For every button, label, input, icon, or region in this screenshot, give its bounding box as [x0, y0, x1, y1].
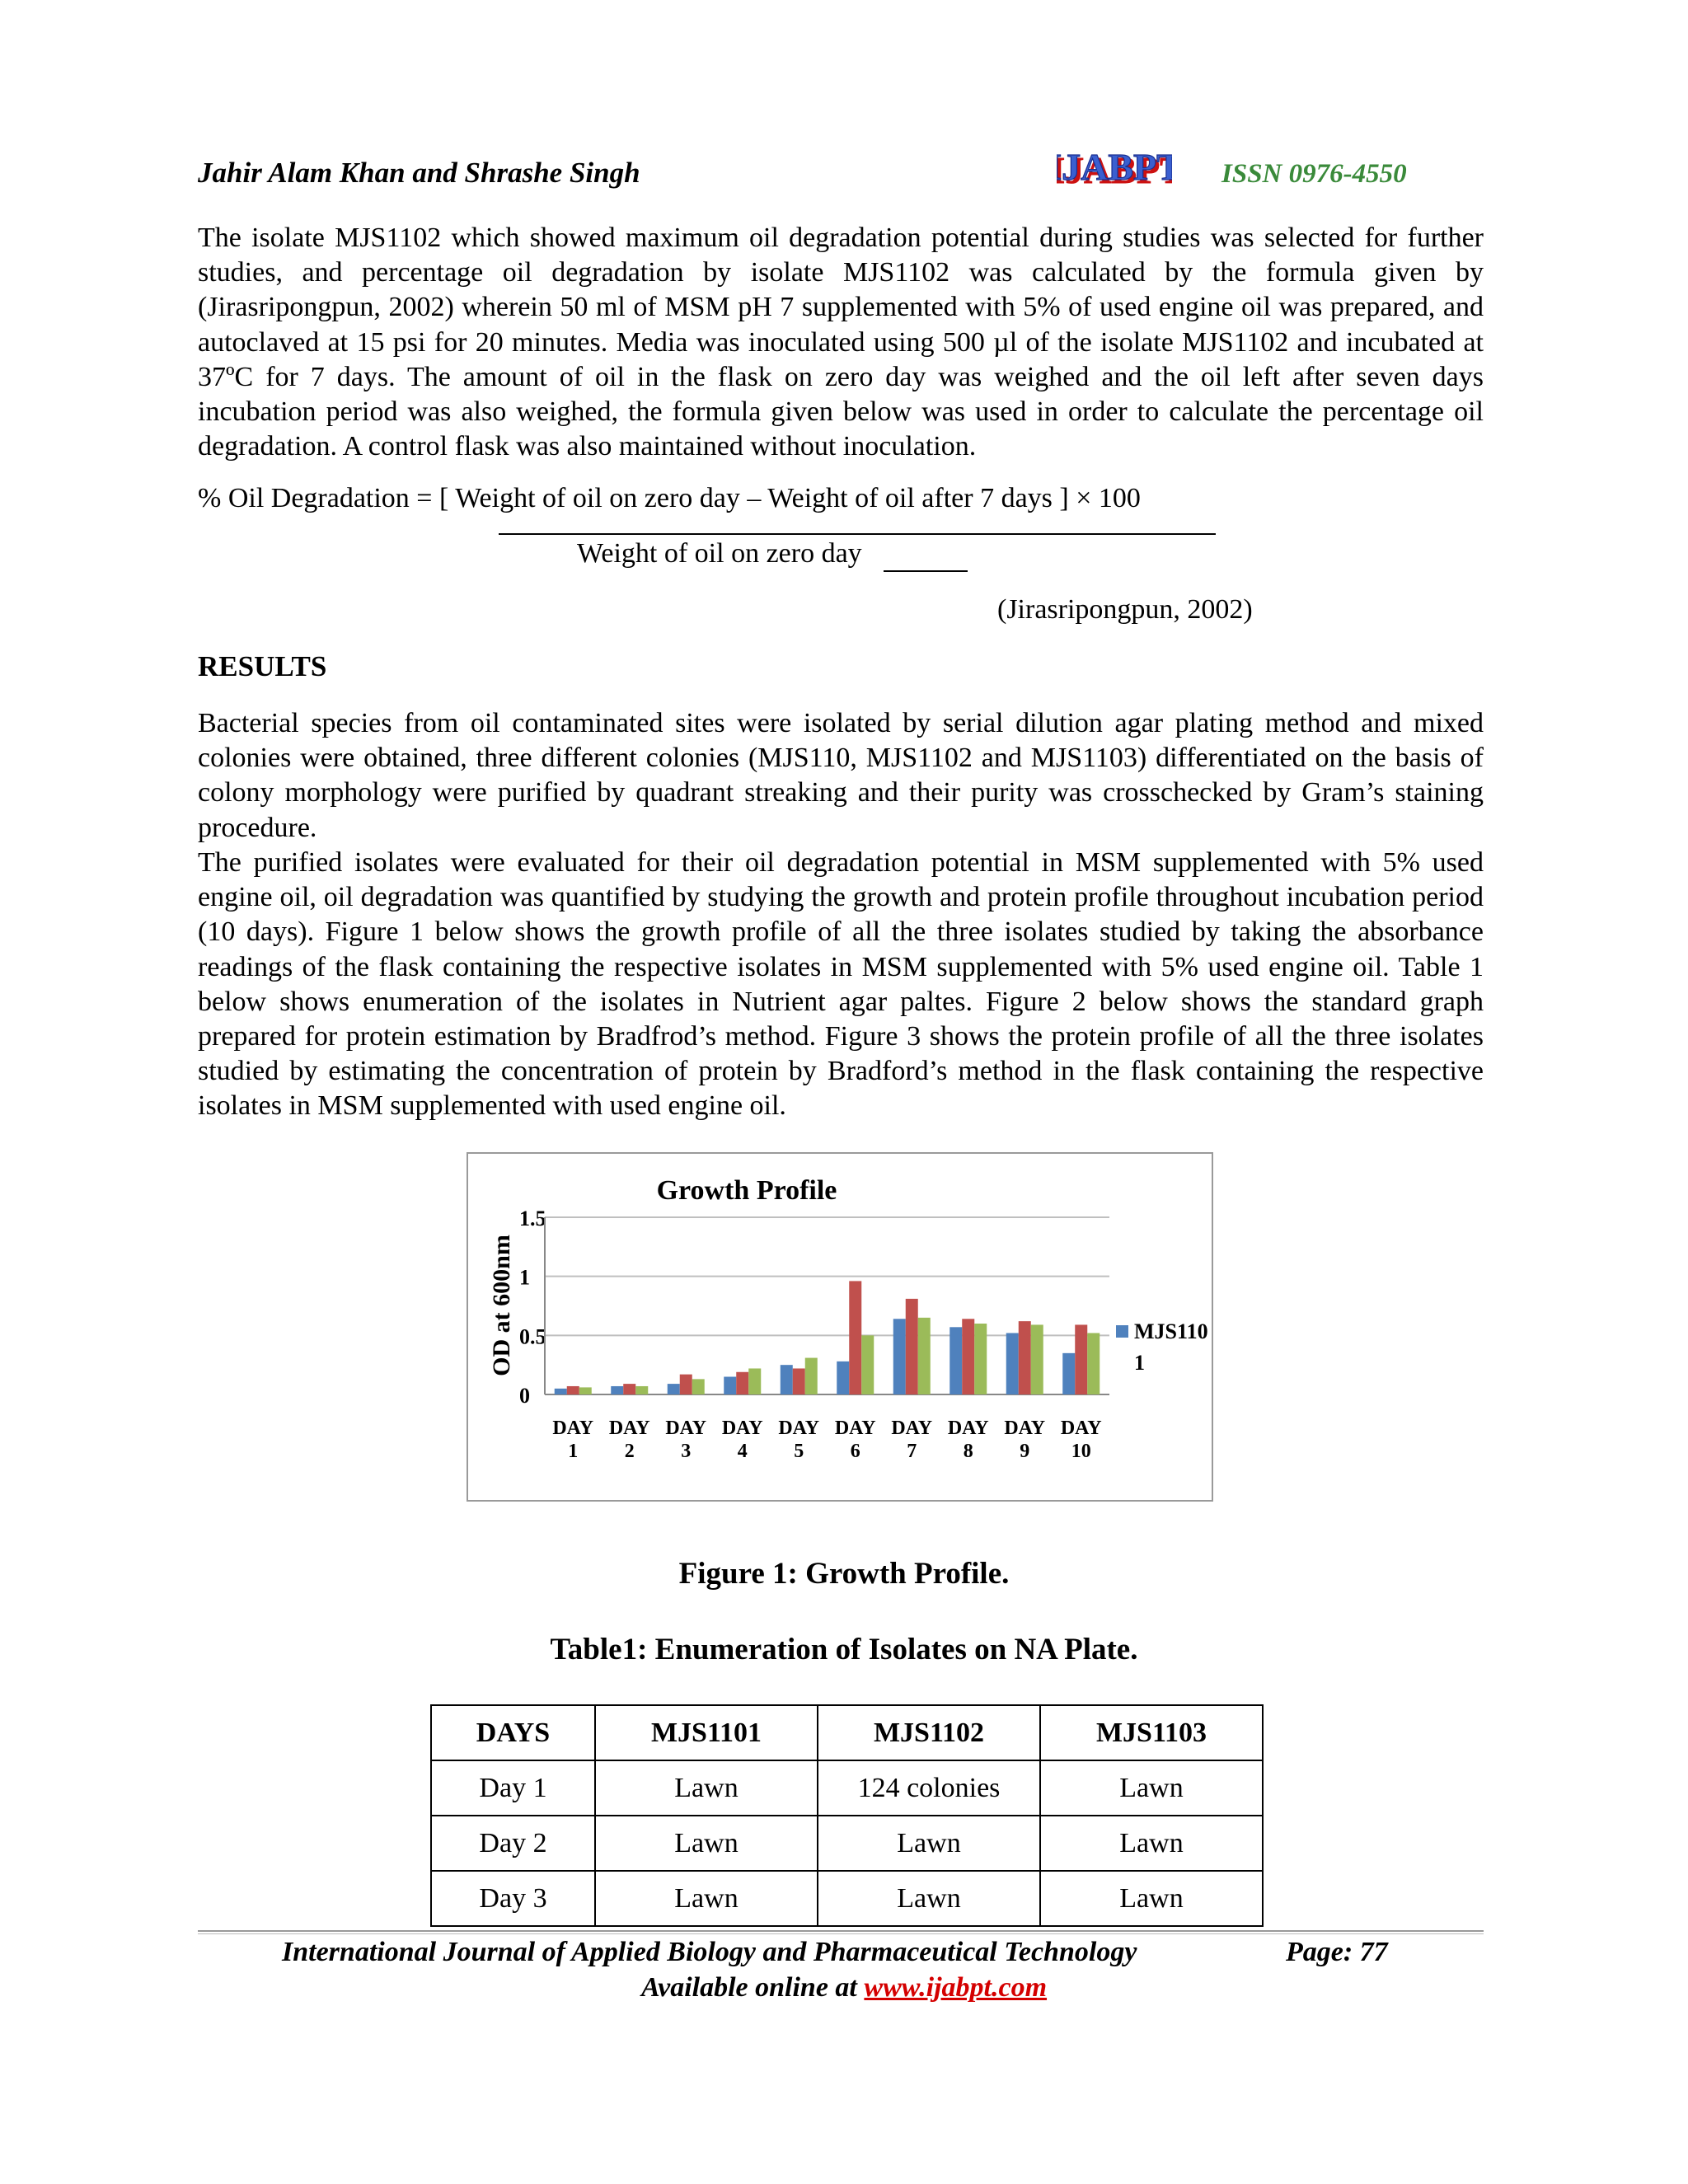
legend-swatch — [1116, 1325, 1128, 1338]
x-category-label: DAY — [834, 1418, 876, 1439]
y-axis-label: OD at 600nm — [488, 1235, 515, 1376]
table-cell: Lawn — [595, 1871, 818, 1926]
bar-mjs1102 — [962, 1319, 974, 1394]
results-paragraph-1: Bacterial species from oil contaminated sites were isolated by serial dilution agar plating method and mixed colonies were obtained, three different colonies (MJS110, MJS1102 and MJS1103) differentiated on the basis of colony morphology were purified by quadrant streaking and their purity was crosschecked by Gram’s staining procedure. — [198, 708, 1484, 843]
footer-available-text: Available online at — [640, 1972, 865, 2003]
bar-mjs1101 — [1062, 1353, 1075, 1394]
enumeration-table — [430, 1704, 1264, 1927]
logo-shadow-text: IJABP — [1057, 149, 1160, 190]
table-row — [431, 1871, 1263, 1926]
bar-mjs1103 — [918, 1318, 931, 1394]
x-category-number: 3 — [681, 1441, 692, 1462]
table-header-cell: MJS1103 — [1040, 1705, 1263, 1760]
table-cell: Lawn — [1040, 1816, 1263, 1871]
table-row — [431, 1760, 1263, 1816]
x-category-label: DAY — [552, 1418, 594, 1439]
chart-title: Growth Profile — [656, 1175, 837, 1206]
bar-mjs1103 — [974, 1324, 987, 1394]
bar-mjs1101 — [555, 1389, 567, 1394]
bar-mjs1103 — [635, 1386, 648, 1394]
growth-profile-chart — [467, 1152, 1213, 1502]
bar-mjs1102 — [1075, 1324, 1087, 1394]
table-header-cell: MJS1101 — [595, 1705, 818, 1760]
bar-mjs1103 — [805, 1358, 818, 1394]
results-heading: RESULTS — [198, 650, 327, 682]
table-cell: Day 3 — [431, 1871, 595, 1926]
fraction-bar — [499, 533, 1216, 535]
legend-label-suffix: 1 — [1134, 1351, 1145, 1375]
bar-mjs1102 — [567, 1386, 579, 1394]
bar-mjs1103 — [861, 1335, 874, 1394]
table-cell: Lawn — [818, 1816, 1040, 1871]
table-cell: Day 2 — [431, 1816, 595, 1871]
table-cell: Lawn — [1040, 1871, 1263, 1926]
table-cell: Lawn — [1040, 1760, 1263, 1816]
x-category-label: DAY — [778, 1418, 820, 1439]
footer-rule — [198, 1930, 1484, 1932]
table-cell: Lawn — [818, 1871, 1040, 1926]
formula-citation: (Jirasripongpun, 2002) — [997, 594, 1253, 625]
intro-paragraph: The isolate MJS1102 which showed maximum oil degradation potential during studies was selected for further studies, and percentage oil degradation by isolate MJS1102 was calculated by the formula given by (Jirasripongpun, 2002) wherein 50 ml of MSM pH 7 supplemented with 5% of used engine oil was prepared, and autoclaved at 15 psi for 20 minutes. Media was inoculated using 500 µl of the isolate MJS1102 and incubated at 37ºC for 7 days. The amount of oil in the flask on zero day was weighed and the oil left after seven days incubation period was also weighed, the formula given below was used in order to calculate the percentage oil degradation. A control flask was also maintained without inoculation. — [198, 223, 1484, 462]
table-cell: Day 1 — [431, 1760, 595, 1816]
y-tick-label: 0 — [519, 1384, 530, 1408]
logo-text: JABPT — [1062, 147, 1172, 188]
formula-denominator: Weight of oil on zero day — [577, 538, 862, 569]
journal-logo — [1057, 147, 1172, 190]
y-tick-label: 1 — [519, 1265, 530, 1290]
x-category-number: 8 — [963, 1441, 973, 1462]
bar-mjs1102 — [793, 1368, 805, 1394]
bar-mjs1102 — [849, 1281, 861, 1394]
table-header-cell: DAYS — [431, 1705, 595, 1760]
bar-mjs1101 — [837, 1361, 849, 1394]
bar-mjs1103 — [1031, 1324, 1043, 1394]
table-header-row — [431, 1705, 1263, 1760]
bar-mjs1101 — [950, 1327, 962, 1394]
bar-mjs1103 — [692, 1379, 705, 1394]
table-cell: Lawn — [595, 1760, 818, 1816]
x-category-number: 4 — [737, 1441, 748, 1462]
x-category-number: 6 — [850, 1441, 860, 1462]
footer-rule-thin — [198, 1933, 1484, 1934]
x-category-label: DAY — [1060, 1418, 1102, 1439]
x-category-number: 1 — [568, 1441, 579, 1462]
x-category-label: DAY — [608, 1418, 650, 1439]
x-category-label: DAY — [891, 1418, 933, 1439]
running-header-authors: Jahir Alam Khan and Shrashe Singh — [198, 157, 640, 189]
x-category-number: 5 — [794, 1441, 804, 1462]
x-category-number: 9 — [1020, 1441, 1030, 1462]
x-category-label: DAY — [1004, 1418, 1046, 1439]
results-paragraph-2: The purified isolates were evaluated for their oil degradation potential in MSM supplemented with 5% used engine oil, oil degradation was quantified by studying the growth and protein profile throughout incubation period (10 days). Figure 1 below shows the growth profile of all the three isolates studied by taking the absorbance readings of the flask containing the respective isolates in MSM supplemented with 5% used engine oil. Table 1 below shows enumeration of the isolates in Nutrient agar paltes. Figure 2 below shows the standard graph prepared for protein estimation by Bradfrod’s method. Figure 3 shows the protein profile of all the three isolates studied by estimating the concentration of protein by Bradford’s method in the flask containing the respective isolates in MSM supplemented with used engine oil. — [198, 847, 1484, 1122]
denominator-underline — [884, 570, 968, 572]
footer-page-number: Page: 77 — [1286, 1937, 1388, 1967]
bar-mjs1102 — [736, 1372, 748, 1394]
x-category-number: 10 — [1071, 1441, 1091, 1462]
bar-mjs1101 — [611, 1386, 623, 1394]
y-tick-label: 0.5 — [519, 1324, 546, 1349]
bar-mjs1101 — [893, 1319, 906, 1394]
footer-availability — [0, 1972, 1688, 2004]
bar-mjs1103 — [579, 1387, 592, 1394]
footer-url-link[interactable]: www.ijabpt.com — [864, 1972, 1048, 2003]
x-category-label: DAY — [721, 1418, 763, 1439]
x-category-number: 2 — [624, 1441, 635, 1462]
bar-mjs1101 — [781, 1365, 793, 1394]
issn-number: ISSN 0976-4550 — [1221, 159, 1407, 189]
bar-mjs1102 — [1019, 1321, 1031, 1394]
bar-mjs1103 — [748, 1368, 761, 1394]
table-header-cell: MJS1102 — [818, 1705, 1040, 1760]
table-caption: Table1: Enumeration of Isolates on NA Plate. — [550, 1633, 1138, 1666]
bar-mjs1102 — [623, 1384, 635, 1394]
x-category-number: 7 — [907, 1441, 917, 1462]
figure-caption: Figure 1: Growth Profile. — [678, 1557, 1010, 1591]
legend-label: MJS110 — [1134, 1319, 1208, 1343]
table-row — [431, 1816, 1263, 1871]
table-cell: 124 colonies — [818, 1760, 1040, 1816]
bar-mjs1101 — [668, 1384, 680, 1394]
bar-mjs1102 — [680, 1375, 692, 1394]
bar-mjs1101 — [1006, 1333, 1019, 1394]
table-cell: Lawn — [595, 1816, 818, 1871]
x-category-label: DAY — [947, 1418, 989, 1439]
formula-numerator: % Oil Degradation = [ Weight of oil on zero day – Weight of oil after 7 days ] × 100 — [198, 483, 1141, 513]
footer-journal-name: International Journal of Applied Biology and Pharmaceutical Technology — [282, 1937, 1137, 1967]
bar-mjs1103 — [1087, 1333, 1100, 1394]
x-category-label: DAY — [665, 1418, 707, 1439]
bar-mjs1101 — [724, 1377, 736, 1395]
chart-svg — [468, 1154, 1212, 1500]
bar-mjs1102 — [906, 1299, 918, 1394]
y-tick-label: 1.5 — [519, 1207, 546, 1230]
